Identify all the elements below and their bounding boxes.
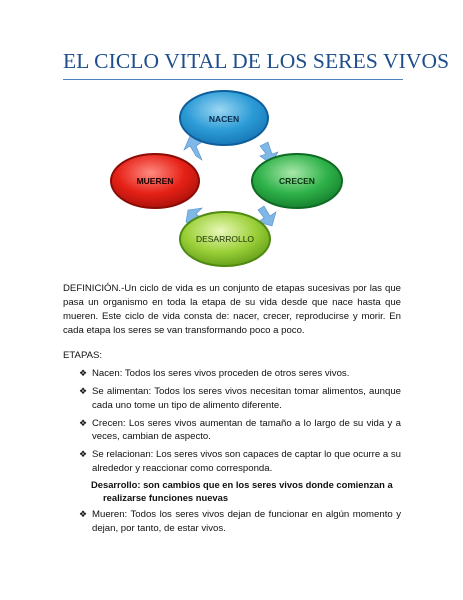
stage-label-crecen: CRECEN [279, 176, 315, 186]
stage-desarrollo [180, 212, 270, 266]
diamond-bullet-icon: ❖ [79, 449, 88, 460]
list-item [79, 448, 401, 475]
list-item-text: Se relacionan: Los seres vivos son capaces de captar lo que ocurre a su alrededor y reaccionar como corresponda. [92, 449, 401, 474]
diamond-bullet-icon: ❖ [79, 385, 88, 396]
desarrollo-note-line2: realizarse funciones nuevas [103, 491, 229, 503]
list-item [79, 385, 401, 412]
list-item-text: Nacen: Todos los seres vivos proceden de otros seres vivos. [92, 368, 350, 379]
stage-nacen [180, 91, 268, 145]
desarrollo-note [78, 478, 401, 504]
list-item [79, 417, 401, 444]
list-item-text: Mueren: Todos los seres vivos dejan de funcionar en algún momento y dejan, por tanto, de estar vivos. [92, 509, 401, 534]
etapas-heading: ETAPAS: [63, 350, 103, 361]
life-cycle-diagram [110, 88, 350, 268]
stage-crecen [252, 154, 342, 208]
list-item-text: Se alimentan: Todos los seres vivos necesitan tomar alimentos, aunque cada uno tome un tipo de alimento diferente. [92, 385, 401, 411]
list-item-text: Crecen: Los seres vivos aumentan de tamaño a lo largo de su vida y a veces, cambian de aspecto. [92, 417, 401, 443]
diamond-bullet-icon: ❖ [79, 417, 88, 428]
stage-label-desarrollo: DESARROLLO [195, 234, 255, 244]
etapas-list [79, 367, 401, 540]
list-item [79, 367, 401, 381]
stage-label-nacen: NACEN [208, 114, 240, 124]
stage-label-mueren: MUEREN [136, 176, 174, 186]
page-title: EL CICLO VITAL DE LOS SERES VIVOS [63, 49, 450, 73]
title-divider [63, 79, 403, 80]
diamond-bullet-icon: ❖ [79, 368, 88, 378]
list-item [79, 508, 401, 535]
stage-mueren [111, 154, 199, 208]
diamond-bullet-icon: ❖ [79, 509, 88, 520]
desarrollo-note-line1: Desarrollo: son cambios que en los seres vivos donde comienzan a [91, 478, 393, 490]
definition-paragraph: DEFINICIÓN.-Un ciclo de vida es un conjunto de etapas sucesivas por las que pasa un organismo en toda la etapa de su vida desde que nace hasta que mueren. Este ciclo de vida consta de: nacer, crecer, reproducirse y morir. En cada etapa los seres se van transformando poco a poco. [63, 283, 401, 336]
